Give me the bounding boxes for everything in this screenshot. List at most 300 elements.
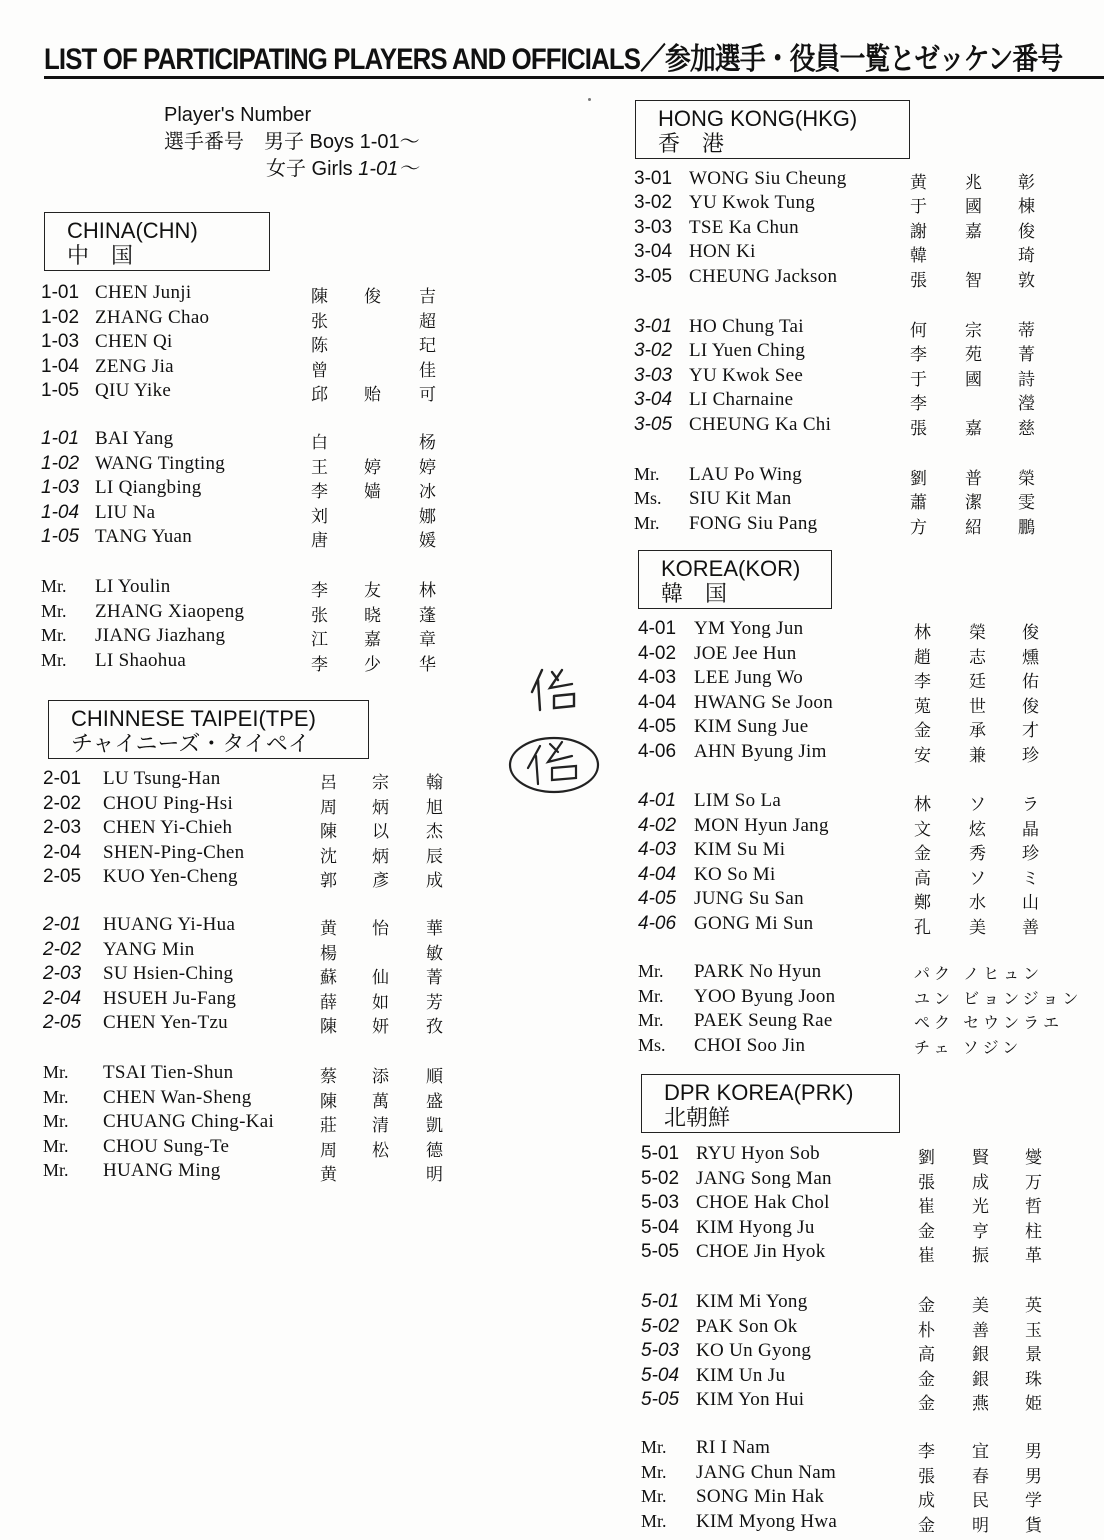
roster-row-chn-girls xyxy=(41,428,501,452)
name-kanji: 晓 xyxy=(364,606,381,626)
name-kanji: 承 xyxy=(969,721,986,741)
player-number: 5-04 xyxy=(641,1365,680,1386)
name-kanji: 明 xyxy=(972,1516,989,1536)
name-kanji: 少 xyxy=(364,655,381,675)
name-kanji: ソ xyxy=(969,795,986,815)
player-number: 4-04 xyxy=(638,864,677,885)
name-kanji: 廷 xyxy=(969,672,986,692)
player-number: 2-04 xyxy=(43,988,82,1009)
name-kanji: 萬 xyxy=(372,1092,389,1112)
player-number: 3-05 xyxy=(634,266,673,287)
player-number: Mr. xyxy=(41,650,67,670)
name-kanji: 华 xyxy=(419,655,436,675)
roster-row-kor-girls xyxy=(638,913,1098,937)
roster-row-chn-boys xyxy=(41,331,501,355)
player-name: CHOU Sung-Te xyxy=(103,1136,230,1157)
name-kanji: 方 xyxy=(910,518,927,538)
name-kanji: 唐 xyxy=(311,531,328,551)
name-kanji: 金 xyxy=(918,1222,935,1242)
name-kanji: 水 xyxy=(969,893,986,913)
player-name: LU Tsung-Han xyxy=(103,768,221,789)
name-kanji: 男 xyxy=(1025,1467,1042,1487)
player-name: LI Shaohua xyxy=(95,650,187,671)
name-kanji: 莵 xyxy=(914,697,931,717)
name-kanji: 李 xyxy=(910,345,927,365)
player-name: CHUANG Ching-Kai xyxy=(103,1111,275,1132)
name-kanji: 俊 xyxy=(1022,697,1039,717)
player-number: 3-04 xyxy=(634,241,673,262)
name-kanji: 男 xyxy=(1025,1442,1042,1462)
player-number: Mr. xyxy=(638,961,664,981)
name-kanji: 陳 xyxy=(311,287,328,307)
name-kanji: 俊 xyxy=(364,287,381,307)
name-kanji: 革 xyxy=(1025,1246,1042,1266)
name-kanji: 劉 xyxy=(918,1148,935,1168)
team-header-tpe xyxy=(48,700,369,759)
name-kanji: 亨 xyxy=(972,1222,989,1242)
name-kanji: 燕 xyxy=(972,1394,989,1414)
name-kanji: 潔 xyxy=(965,493,982,513)
name-kanji: 景 xyxy=(1025,1345,1042,1365)
player-number: 1-02 xyxy=(41,453,80,474)
player-number: 5-05 xyxy=(641,1241,680,1262)
name-kanji: 宜 xyxy=(972,1442,989,1462)
name-kanji: 于 xyxy=(910,197,927,217)
roster-row-hkg-officials xyxy=(634,488,1094,512)
player-number: Mr. xyxy=(641,1437,667,1457)
name-kanji: 貨 xyxy=(1025,1516,1042,1536)
player-name: YANG Min xyxy=(103,939,195,960)
player-number: 2-04 xyxy=(43,842,82,863)
player-name: TSAI Tien-Shun xyxy=(103,1062,234,1083)
name-kanji: 宗 xyxy=(965,321,982,341)
roster-row-chn-boys xyxy=(41,356,501,380)
name-kanji: 俊 xyxy=(1022,623,1039,643)
name-kanji: 春 xyxy=(972,1467,989,1487)
player-number: Mr. xyxy=(641,1462,667,1482)
roster-row-tpe-girls xyxy=(43,1012,503,1036)
name-kanji: 翰 xyxy=(426,773,443,793)
player-name: YU Kwok See xyxy=(689,365,804,386)
name-kanji: 沈 xyxy=(320,847,337,867)
player-name: YM Yong Jun xyxy=(694,618,804,639)
player-name: ZHANG Chao xyxy=(95,307,210,328)
name-kanji: 添 xyxy=(372,1067,389,1087)
player-number: Ms. xyxy=(638,1035,666,1055)
player-name: KIM Yon Hui xyxy=(696,1389,805,1410)
name-kanji: 彥 xyxy=(372,871,389,891)
name-kanji: 江 xyxy=(311,630,328,650)
player-number: 4-02 xyxy=(638,643,677,664)
name-kanji: 崔 xyxy=(918,1197,935,1217)
roster-row-tpe-girls xyxy=(43,939,503,963)
legend-girls-label: 女子 Girls xyxy=(266,158,359,180)
name-kanji: 成 xyxy=(918,1491,935,1511)
name-kanji: 于 xyxy=(910,370,927,390)
team-name-en: CHINNESE TAIPEI(TPE) xyxy=(71,706,316,731)
name-kanji: 炫 xyxy=(969,820,986,840)
player-name: SHEN-Ping-Chen xyxy=(103,842,245,863)
team-name-ja: 香 港 xyxy=(658,131,725,156)
player-name: HSUEH Ju-Fang xyxy=(103,988,237,1009)
player-number: 2-05 xyxy=(43,866,82,887)
name-kanji: 松 xyxy=(372,1141,389,1161)
name-kanji: 旭 xyxy=(426,798,443,818)
player-number: 4-03 xyxy=(638,667,677,688)
name-kanji: 朴 xyxy=(918,1321,935,1341)
roster-row-kor-girls xyxy=(638,864,1098,888)
name-kanji: 宗 xyxy=(372,773,389,793)
player-name: YU Kwok Tung xyxy=(689,192,816,213)
name-kanji: 清 xyxy=(372,1116,389,1136)
roster-row-tpe-girls xyxy=(43,914,503,938)
name-kanji: 蕭 xyxy=(910,493,927,513)
roster-row-chn-boys xyxy=(41,282,501,306)
roster-row-prk-boys xyxy=(641,1168,1101,1192)
name-kanji: 郭 xyxy=(320,871,337,891)
player-number: Mr. xyxy=(638,986,664,1006)
name-kanji: 國 xyxy=(965,370,982,390)
name-kanji: 金 xyxy=(918,1370,935,1390)
player-name: GONG Mi Sun xyxy=(694,913,814,934)
player-name: PARK No Hyun xyxy=(694,961,822,982)
player-name: HUANG Yi-Hua xyxy=(103,914,236,935)
team-name-ja: 北朝鮮 xyxy=(664,1105,731,1130)
player-name: AHN Byung Jim xyxy=(694,741,827,762)
name-kanji: 姫 xyxy=(1025,1394,1042,1414)
name-kanji: 杰 xyxy=(426,822,443,842)
name-kanji: 曾 xyxy=(311,361,328,381)
player-number: Mr. xyxy=(43,1160,69,1180)
name-kanji: 蓬 xyxy=(419,606,436,626)
name-kanji: 金 xyxy=(918,1296,935,1316)
name-kanji: 菁 xyxy=(1018,345,1035,365)
player-name: CHEN Qi xyxy=(95,331,173,352)
name-kanji: 志 xyxy=(969,648,986,668)
player-name: LI Yuen Ching xyxy=(689,340,806,361)
player-name: CHOU Ping-Hsi xyxy=(103,793,234,814)
player-number: 4-06 xyxy=(638,913,677,934)
name-kanji: 芳 xyxy=(426,993,443,1013)
name-kanji: 秀 xyxy=(969,844,986,864)
name-kanji: 楊 xyxy=(320,944,337,964)
name-kanji: 贻 xyxy=(364,385,381,405)
team-name-en: KOREA(KOR) xyxy=(661,556,801,581)
title-rule xyxy=(44,76,1104,79)
name-kanji: 媛 xyxy=(419,531,436,551)
name-kanji: 佑 xyxy=(1022,672,1039,692)
roster-row-chn-boys xyxy=(41,380,501,404)
roster-row-tpe-boys xyxy=(43,842,503,866)
name-kanji: 趙 xyxy=(914,648,931,668)
name-kanji: 孔 xyxy=(914,918,931,938)
name-kanji: 鄭 xyxy=(914,893,931,913)
name-kanji: 普 xyxy=(965,469,982,489)
player-name: HO Chung Tai xyxy=(689,316,804,337)
player-name: RI I Nam xyxy=(696,1437,771,1458)
player-name: FONG Siu Pang xyxy=(689,513,818,534)
name-kanji: 李 xyxy=(910,394,927,414)
player-number: 1-05 xyxy=(41,380,80,401)
name-kanji: 邱 xyxy=(311,385,328,405)
name-kanji: 友 xyxy=(364,581,381,601)
player-name: MON Hyun Jang xyxy=(694,815,829,836)
name-kanji: 陳 xyxy=(320,1092,337,1112)
roster-row-prk-boys xyxy=(641,1192,1101,1216)
name-kanji: 善 xyxy=(1022,918,1039,938)
player-name: JANG Song Man xyxy=(696,1168,832,1189)
handwritten-circled-mark-icon xyxy=(506,732,602,798)
roster-row-kor-girls xyxy=(638,815,1098,839)
name-kanji: 婷 xyxy=(419,458,436,478)
roster-row-tpe-girls xyxy=(43,988,503,1012)
player-number: 2-01 xyxy=(43,914,82,935)
player-number: 1-01 xyxy=(41,428,80,449)
name-kanji: 王 xyxy=(311,458,328,478)
name-kanji: 謝 xyxy=(910,222,927,242)
name-kanji: 張 xyxy=(918,1173,935,1193)
roster-row-tpe-officials xyxy=(43,1136,503,1160)
player-name: KIM Sung Jue xyxy=(694,716,809,737)
name-kanji: 薛 xyxy=(320,993,337,1013)
team-name-en: DPR KOREA(PRK) xyxy=(664,1080,854,1105)
name-kanji: 可 xyxy=(419,385,436,405)
name-kanji: 张 xyxy=(311,312,328,332)
player-name: ZENG Jia xyxy=(95,356,174,377)
name-kanji: 榮 xyxy=(969,623,986,643)
team-name-ja: チャイニーズ・タイペイ xyxy=(71,731,310,756)
player-number: 1-05 xyxy=(41,526,80,547)
name-kana: ユン ビョンジョン xyxy=(914,989,1083,1008)
name-kanji: 敏 xyxy=(426,944,443,964)
player-number: 5-03 xyxy=(641,1340,680,1361)
roster-row-prk-boys xyxy=(641,1217,1101,1241)
roster-row-kor-boys xyxy=(638,643,1098,667)
roster-row-kor-boys xyxy=(638,716,1098,740)
player-number: 1-03 xyxy=(41,477,80,498)
player-number: 5-03 xyxy=(641,1192,680,1213)
name-kanji: 何 xyxy=(910,321,927,341)
name-kanji: 嘉 xyxy=(364,630,381,650)
name-kanji: 光 xyxy=(972,1197,989,1217)
roster-row-hkg-boys xyxy=(634,266,1094,290)
player-number: 4-01 xyxy=(638,618,677,639)
name-kanji: 嫱 xyxy=(364,482,381,502)
name-kanji: 德 xyxy=(426,1141,443,1161)
name-kanji: 鵬 xyxy=(1018,518,1035,538)
name-kanji: 金 xyxy=(918,1394,935,1414)
player-number: Mr. xyxy=(43,1087,69,1107)
name-kanji: 陳 xyxy=(320,822,337,842)
roster-row-chn-girls xyxy=(41,477,501,501)
name-kanji: 榮 xyxy=(1018,469,1035,489)
name-kanji: 銀 xyxy=(972,1370,989,1390)
player-name: KIM Un Ju xyxy=(696,1365,786,1386)
player-number: Mr. xyxy=(43,1111,69,1131)
player-number: Ms. xyxy=(634,488,662,508)
name-kanji: 超 xyxy=(419,312,436,332)
player-name: CHEN Junji xyxy=(95,282,192,303)
name-kanji: 佳 xyxy=(419,361,436,381)
name-kanji: 李 xyxy=(311,655,328,675)
roster-row-hkg-girls xyxy=(634,316,1094,340)
player-name: CHEN Yi-Chieh xyxy=(103,817,233,838)
player-name: CHOE Hak Chol xyxy=(696,1192,830,1213)
name-kanji: 冰 xyxy=(419,482,436,502)
name-kanji: 呂 xyxy=(320,773,337,793)
name-kanji: 白 xyxy=(311,433,328,453)
name-kanji: 玉 xyxy=(1025,1321,1042,1341)
name-kanji: 美 xyxy=(969,918,986,938)
roster-row-kor-officials xyxy=(638,1035,1098,1059)
roster-row-chn-girls xyxy=(41,502,501,526)
name-kanji: 世 xyxy=(969,697,986,717)
player-number: 3-04 xyxy=(634,389,673,410)
player-number: Mr. xyxy=(41,601,67,621)
player-number: 3-03 xyxy=(634,217,673,238)
name-kanji: 銀 xyxy=(972,1345,989,1365)
name-kanji: 琦 xyxy=(1018,246,1035,266)
team-name-ja: 韓 国 xyxy=(661,581,728,606)
name-kanji: 詩 xyxy=(1018,370,1035,390)
name-kanji: 仙 xyxy=(372,968,389,988)
player-name: KIM Hyong Ju xyxy=(696,1217,815,1238)
team-header-kor xyxy=(638,550,832,609)
name-kana: チェ ソジン xyxy=(914,1038,1023,1057)
name-kanji: 敦 xyxy=(1018,271,1035,291)
roster-row-tpe-boys xyxy=(43,866,503,890)
roster-row-prk-officials xyxy=(641,1511,1101,1535)
player-number: 2-01 xyxy=(43,768,82,789)
team-header-prk xyxy=(641,1074,900,1133)
roster-row-hkg-girls xyxy=(634,340,1094,364)
player-name: LIM So La xyxy=(694,790,782,811)
name-kanji: 黄 xyxy=(320,919,337,939)
team-name-ja: 中 国 xyxy=(67,243,134,268)
player-number: 3-03 xyxy=(634,365,673,386)
player-number: 1-04 xyxy=(41,356,80,377)
player-name: JUNG Su San xyxy=(694,888,804,909)
player-number: 4-05 xyxy=(638,888,677,909)
team-name-en: CHINA(CHN) xyxy=(67,218,198,243)
roster-row-kor-boys xyxy=(638,741,1098,765)
roster-row-tpe-officials xyxy=(43,1087,503,1111)
name-kanji: 吉 xyxy=(419,287,436,307)
name-kanji: 妍 xyxy=(372,1017,389,1037)
name-kanji: 燮 xyxy=(1025,1148,1042,1168)
name-kanji: ソ xyxy=(969,869,986,889)
name-kanji: 劉 xyxy=(910,469,927,489)
name-kanji: 林 xyxy=(419,581,436,601)
roster-row-kor-girls xyxy=(638,790,1098,814)
player-name: WONG Siu Cheung xyxy=(689,168,847,189)
player-number: 4-06 xyxy=(638,741,677,762)
roster-row-kor-boys xyxy=(638,618,1098,642)
name-kanji: 金 xyxy=(914,721,931,741)
player-name: SIU Kit Man xyxy=(689,488,792,509)
name-kanji: 雯 xyxy=(1018,493,1035,513)
name-kanji: 蒂 xyxy=(1018,321,1035,341)
roster-row-prk-boys xyxy=(641,1241,1101,1265)
legend-line-2: 選手番号 男子 Boys 1-01～ xyxy=(164,131,420,153)
name-kanji: 瀅 xyxy=(1018,394,1035,414)
name-kanji: 崔 xyxy=(918,1246,935,1266)
player-name: PAEK Seung Rae xyxy=(694,1010,833,1031)
player-number: 1-03 xyxy=(41,331,80,352)
name-kanji: 智 xyxy=(965,271,982,291)
roster-row-prk-girls xyxy=(641,1365,1101,1389)
player-number: Mr. xyxy=(641,1511,667,1531)
name-kanji: 怡 xyxy=(372,919,389,939)
roster-row-prk-officials xyxy=(641,1486,1101,1510)
team-name-en: HONG KONG(HKG) xyxy=(658,106,858,131)
legend-line-1: Player's Number xyxy=(164,104,312,126)
legend-girls-number: 1-01～ xyxy=(358,158,419,180)
player-number: 5-02 xyxy=(641,1168,680,1189)
name-kanji: 嘉 xyxy=(965,222,982,242)
name-kanji: 燻 xyxy=(1022,648,1039,668)
player-number: 3-02 xyxy=(634,192,673,213)
name-kanji: 林 xyxy=(914,795,931,815)
player-number: 3-01 xyxy=(634,316,673,337)
player-name: KIM Myong Hwa xyxy=(696,1511,838,1532)
player-name: KO Un Gyong xyxy=(696,1340,812,1361)
name-kanji: 莊 xyxy=(320,1116,337,1136)
name-kanji: 張 xyxy=(910,419,927,439)
name-kanji: 兆 xyxy=(965,173,982,193)
player-number: Mr. xyxy=(641,1486,667,1506)
name-kanji: 盛 xyxy=(426,1092,443,1112)
player-name: KIM Su Mi xyxy=(694,839,786,860)
page-title: LIST OF PARTICIPATING PLAYERS AND OFFICIALS／参加選手・役員一覧とゼッケン番号 xyxy=(44,43,1063,76)
roster-row-tpe-officials xyxy=(43,1111,503,1135)
name-kanji: 紹 xyxy=(965,518,982,538)
name-kanji: 娜 xyxy=(419,507,436,527)
name-kanji: 成 xyxy=(426,871,443,891)
name-kanji: 李 xyxy=(311,482,328,502)
name-kanji: 張 xyxy=(918,1467,935,1487)
player-name: HUANG Ming xyxy=(103,1160,221,1181)
player-name: SONG Min Hak xyxy=(696,1486,825,1507)
player-name: SU Hsien-Ching xyxy=(103,963,234,984)
name-kanji: 安 xyxy=(914,746,931,766)
player-number: 3-02 xyxy=(634,340,673,361)
name-kanji: 凱 xyxy=(426,1116,443,1136)
roster-row-hkg-officials xyxy=(634,513,1094,537)
player-number: 5-02 xyxy=(641,1316,680,1337)
player-number: 1-01 xyxy=(41,282,80,303)
name-kanji: 李 xyxy=(311,581,328,601)
player-name: LI Youlin xyxy=(95,576,171,597)
player-number: 3-05 xyxy=(634,414,673,435)
player-number: Mr. xyxy=(43,1136,69,1156)
player-name: JANG Chun Nam xyxy=(696,1462,837,1483)
name-kanji: 俊 xyxy=(1018,222,1035,242)
roster-row-tpe-boys xyxy=(43,768,503,792)
player-name: CHEN Wan-Sheng xyxy=(103,1087,252,1108)
player-name: CHEUNG Jackson xyxy=(689,266,838,287)
stray-dot xyxy=(588,98,591,101)
roster-row-hkg-girls xyxy=(634,365,1094,389)
name-kanji: 孜 xyxy=(426,1017,443,1037)
player-name: LEE Jung Wo xyxy=(694,667,804,688)
name-kanji: 山 xyxy=(1022,893,1039,913)
player-name: LIU Na xyxy=(95,502,156,523)
name-kanji: 万 xyxy=(1025,1173,1042,1193)
player-number: Mr. xyxy=(634,464,660,484)
player-name: PAK Son Ok xyxy=(696,1316,798,1337)
name-kanji: 華 xyxy=(426,919,443,939)
